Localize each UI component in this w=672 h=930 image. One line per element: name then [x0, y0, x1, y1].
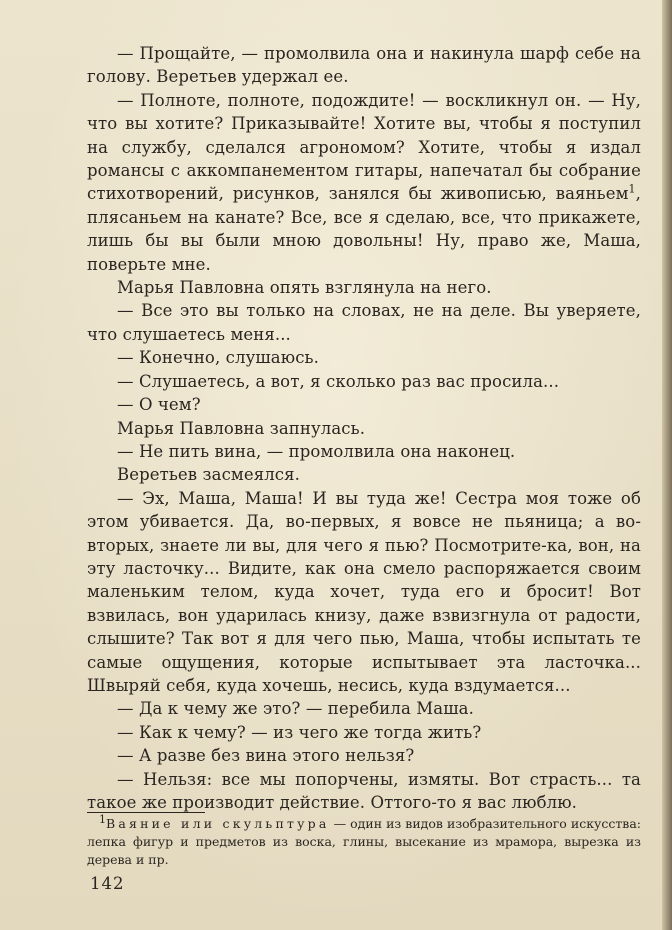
paragraph: — Конечно, слушаюсь.: [117, 348, 319, 368]
paragraph: — Эх, Маша, Маша! И вы туда же! Сестра моя тоже об этом убивается. Да, во-первых, я вовсе не пьяница; а во-вторых, знаете ли вы, для чего я пью? Посмотрите-ка, вон, на эту ласточку... Видите, как она смело распоряжается своим маленьким телом, куда хочет, туда его и бросит! Вот взвилась, вон ударилась книзу, даже взвизгнула от радости, слышите? Так вот я для чего пью, Маша, чтобы испытать те самые ощущения, которые испытывает эта ласточка... Швыряй себя, куда хочешь, несись, куда вздумается...: [87, 488, 641, 695]
footnote: [87, 812, 641, 869]
paragraph: — Все это вы только на словах, не на деле. Вы уверяете, что слушаетесь меня...: [87, 301, 641, 344]
paragraph: — О чем?: [117, 395, 201, 415]
page-number: 142: [90, 874, 125, 893]
footnote-term: Ваяние или скульптура: [106, 816, 330, 831]
footnote-reference: 1: [628, 182, 636, 196]
paragraph: — А разве без вина этого нельзя?: [117, 746, 415, 766]
paragraph: Марья Павловна запнулась.: [117, 418, 366, 438]
paragraph: — Нельзя: все мы попорчены, измяты. Вот страсть... та такое же производит действие. Оттого-то я вас люблю.: [87, 769, 641, 812]
paragraph: — Слушаетесь, а вот, я сколько раз вас просила...: [117, 371, 560, 391]
footnote-text: — один из видов изобразительного искусства: лепка фигур и предметов из воска, глины, высекание из мрамора, вырезка из дерева и пр.: [87, 816, 641, 867]
book-spine-edge: [662, 0, 672, 930]
main-text: [87, 42, 641, 814]
paragraph: [87, 89, 641, 276]
footnote-mark: 1: [99, 812, 106, 826]
paragraph: — Прощайте, — промолвила она и накинула шарф себе на голову. Веретьев удержал ее.: [87, 44, 641, 87]
paragraph: Веретьев засмеялся.: [117, 465, 300, 485]
paragraph-text: — Полноте, полноте, подождите! — воскликнул он. — Ну, что вы хотите? Приказывайте! Хотите вы, чтобы я поступил на службу, сделался агрономом? Хотите, чтобы я издал романсы с аккомпанементом гитары, напечатал бы собрание стихотворений, рисунков, занялся бы живописью, ваяньем: [87, 90, 641, 204]
paragraph: — Как к чему? — из чего же тогда жить?: [117, 722, 482, 742]
paragraph: — Да к чему же это? — перебила Маша.: [117, 699, 474, 719]
paragraph-text: , плясаньем на канате? Все, все я сделаю, все, что прикажете, лишь бы вы были мною довольны! Ну, право же, Маша, поверьте мне.: [87, 184, 641, 274]
paragraph: — Не пить вина, — промолвила она наконец.: [117, 441, 516, 461]
paragraph: Марья Павловна опять взглянула на него.: [117, 278, 492, 298]
